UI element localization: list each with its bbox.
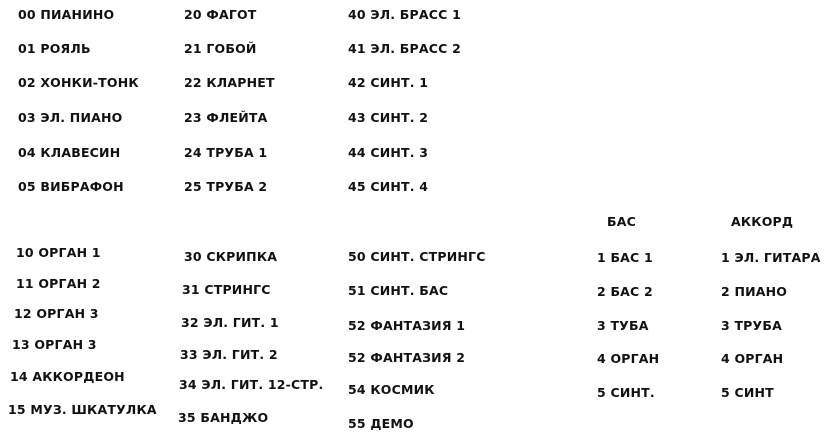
instrument-entry: 30 СКРИПКА	[184, 249, 278, 264]
instrument-entry: 25 ТРУБА 2	[184, 179, 268, 194]
instrument-entry: 20 ФАГОТ	[184, 7, 257, 22]
instrument-entry: 15 МУЗ. ШКАТУЛКА	[8, 402, 157, 417]
chord-entry: 5 СИНТ	[721, 385, 774, 400]
chord-header: АККОРД	[731, 214, 794, 229]
instrument-entry: 55 ДЕМО	[348, 416, 414, 431]
instrument-entry: 35 БАНДЖО	[178, 410, 269, 425]
instrument-entry: 42 СИНТ. 1	[348, 75, 429, 90]
instrument-entry: 41 ЭЛ. БРАСС 2	[348, 41, 461, 56]
instrument-entry: 01 РОЯЛЬ	[18, 41, 91, 56]
chord-entry: 1 ЭЛ. ГИТАРА	[721, 250, 821, 265]
instrument-entry: 22 КЛАРНЕТ	[184, 75, 275, 90]
instrument-entry: 05 ВИБРАФОН	[18, 179, 124, 194]
instrument-entry: 03 ЭЛ. ПИАНО	[18, 110, 123, 125]
instrument-entry: 00 ПИАНИНО	[18, 7, 115, 22]
bass-entry: 1 БАС 1	[597, 250, 653, 265]
instrument-entry: 45 СИНТ. 4	[348, 179, 429, 194]
instrument-entry: 14 АККОРДЕОН	[10, 369, 125, 384]
instrument-entry: 21 ГОБОЙ	[184, 41, 257, 56]
instrument-entry: 40 ЭЛ. БРАСС 1	[348, 7, 461, 22]
instrument-entry: 13 ОРГАН 3	[12, 337, 97, 352]
instrument-entry: 51 СИНТ. БАС	[348, 283, 449, 298]
bass-entry: 3 ТУБА	[597, 318, 649, 333]
instrument-entry: 52 ФАНТАЗИЯ 2	[348, 350, 466, 365]
chord-entry: 4 ОРГАН	[721, 351, 784, 366]
instrument-entry: 12 ОРГАН 3	[14, 306, 99, 321]
instrument-entry: 44 СИНТ. 3	[348, 145, 429, 160]
instrument-entry: 54 КОСМИК	[348, 382, 435, 397]
instrument-entry: 02 ХОНКИ-ТОНК	[18, 75, 139, 90]
instrument-entry: 31 СТРИНГС	[182, 282, 271, 297]
instrument-entry: 04 КЛАВЕСИН	[18, 145, 121, 160]
bass-entry: 4 ОРГАН	[597, 351, 660, 366]
instrument-entry: 34 ЭЛ. ГИТ. 12-СТР.	[179, 377, 324, 392]
instrument-entry: 43 СИНТ. 2	[348, 110, 429, 125]
instrument-entry: 33 ЭЛ. ГИТ. 2	[180, 347, 278, 362]
instrument-entry: 50 СИНТ. СТРИНГС	[348, 249, 486, 264]
chord-entry: 2 ПИАНО	[721, 284, 788, 299]
instrument-entry: 32 ЭЛ. ГИТ. 1	[181, 315, 279, 330]
instrument-entry: 11 ОРГАН 2	[16, 276, 101, 291]
bass-entry: 2 БАС 2	[597, 284, 653, 299]
instrument-entry: 23 ФЛЕЙТА	[184, 110, 268, 125]
instrument-entry: 52 ФАНТАЗИЯ 1	[348, 318, 466, 333]
instrument-entry: 10 ОРГАН 1	[16, 245, 101, 260]
chord-entry: 3 ТРУБА	[721, 318, 782, 333]
instrument-entry: 24 ТРУБА 1	[184, 145, 268, 160]
bass-entry: 5 СИНТ.	[597, 385, 655, 400]
bass-header: БАС	[607, 214, 636, 229]
